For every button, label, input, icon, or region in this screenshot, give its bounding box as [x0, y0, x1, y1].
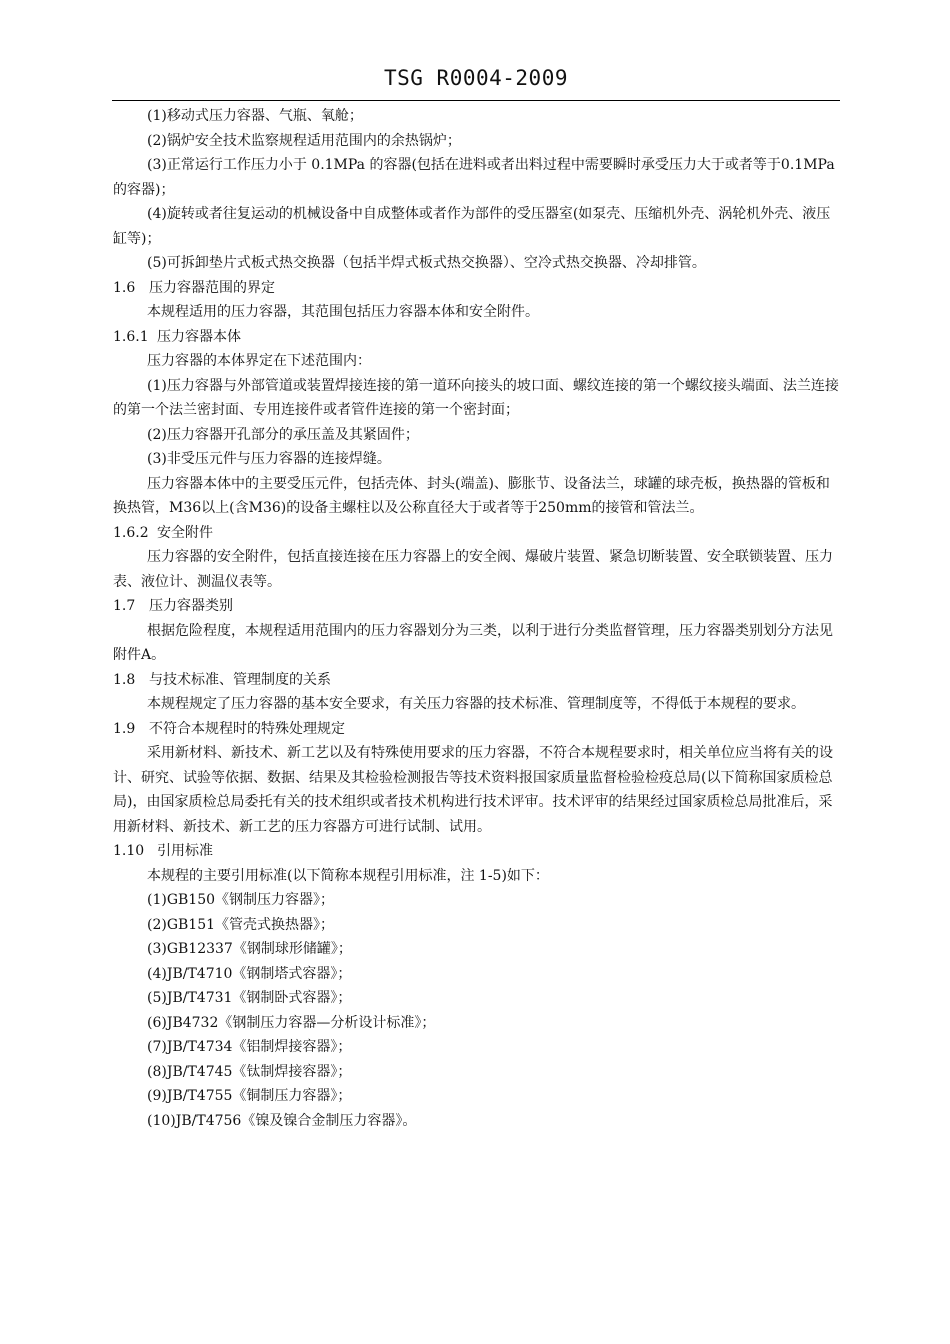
- paragraph: (4)旋转或者往复运动的机械设备中自成整体或者作为部件的受压器室(如泵壳、压缩机外壳、涡轮机外壳、液压缸等)；: [113, 206, 831, 247]
- section-number: 1.7: [113, 598, 136, 614]
- paragraph: 压力容器的本体界定在下述范围内：: [147, 353, 371, 369]
- paragraph: (10)JB/T4756《镍及镍合金制压力容器》。: [147, 1112, 417, 1129]
- section-heading: [113, 717, 840, 742]
- section-title: 压力容器本体: [157, 328, 241, 345]
- section-number: 1.9: [113, 720, 136, 737]
- paragraph: (1)移动式压力容器、气瓶、氧舱；: [147, 108, 363, 124]
- section-heading: [113, 594, 840, 619]
- section-title: 压力容器范围的界定: [149, 279, 275, 296]
- paragraph: (4)JB/T4710《钢制塔式容器》；: [147, 965, 352, 982]
- section-number: 1.6.1: [113, 328, 149, 345]
- paragraph: (1)压力容器与外部管道或装置焊接连接的第一道环向接头的坡口面、螺纹连接的第一个螺纹接头端面、法兰连接的第一个法兰密封面、专用连接件或者管件连接的第一个密封面；: [113, 377, 839, 418]
- section-title: 与技术标准、管理制度的关系: [149, 671, 331, 688]
- paragraph: 本规程适用的压力容器，其范围包括压力容器本体和安全附件。: [147, 304, 539, 320]
- paragraph: (2)锅炉安全技术监察规程适用范围内的余热锅炉；: [147, 132, 461, 149]
- section-title: 安全附件: [157, 524, 213, 541]
- paragraph: (5)可拆卸垫片式板式热交换器（包括半焊式板式热交换器）、空冷式热交换器、冷却排管。: [147, 255, 706, 271]
- section-number: 1.10: [113, 843, 145, 859]
- section-number: 1.8: [113, 671, 136, 688]
- paragraph: 采用新材料、新技术、新工艺以及有特殊使用要求的压力容器，不符合本规程要求时，相关单位应当将有关的设计、研究、试验等依据、数据、结果及其检验检测报告等技术资料报国家质量监督检验检疫总局(以下简称国家质检总局)，由国家质检总局委托有关的技术组织或者技术机构进行技术评审。技术评审的结果经过国家质检总局批准后，采用新材料、新技术、新工艺的压力容器方可进行试制、试用。: [113, 745, 833, 835]
- paragraph: (5)JB/T4731《钢制卧式容器》；: [147, 990, 352, 1006]
- section-title: 不符合本规程时的特殊处理规定: [149, 720, 345, 737]
- paragraph: (3)非受压元件与压力容器的连接焊缝。: [147, 451, 391, 467]
- paragraph: 压力容器的安全附件，包括直接连接在压力容器上的安全阀、爆破片装置、紧急切断装置、安全联锁装置、压力表、液位计、测温仪表等。: [113, 549, 833, 590]
- section-heading: [113, 325, 840, 350]
- section-heading: [113, 668, 840, 693]
- document-body: [113, 104, 840, 1133]
- section-number: 1.6: [113, 279, 136, 296]
- paragraph: (2)GB151《管壳式换热器》；: [147, 916, 335, 933]
- paragraph: (8)JB/T4745《钛制焊接容器》；: [147, 1063, 352, 1080]
- section-heading: [113, 276, 840, 301]
- paragraph: 本规程的主要引用标准(以下简称本规程引用标准，注 1-5)如下：: [147, 867, 549, 884]
- paragraph: (7)JB/T4734《铝制焊接容器》；: [147, 1039, 352, 1055]
- paragraph: (9)JB/T4755《铜制压力容器》；: [147, 1088, 352, 1104]
- paragraph: 压力容器本体中的主要受压元件，包括壳体、封头(端盖)、膨胀节、设备法兰，球罐的球壳板，换热器的管板和换热管，M36以上(含M36)的设备主螺柱以及公称直径大于或者等于250mm的接管和管法兰。: [113, 475, 830, 516]
- section-number: 1.6.2: [113, 524, 149, 541]
- page-header: TSG R0004-2009: [383, 66, 568, 90]
- paragraph: (1)GB150《钢制压力容器》；: [147, 892, 335, 908]
- paragraph: (2)压力容器开孔部分的承压盖及其紧固件；: [147, 426, 419, 443]
- section-heading: [113, 839, 840, 864]
- paragraph: (6)JB4732《钢制压力容器—分析设计标准》；: [147, 1014, 436, 1031]
- paragraph: (3)GB12337《钢制球形储罐》；: [147, 941, 352, 957]
- section-title: 压力容器类别: [149, 598, 233, 614]
- section-title: 引用标准: [157, 843, 213, 859]
- section-heading: [113, 521, 840, 546]
- paragraph: 本规程规定了压力容器的基本安全要求，有关压力容器的技术标准、管理制度等，不得低于本规程的要求。: [147, 696, 805, 712]
- paragraph: 根据危险程度，本规程适用范围内的压力容器划分为三类，以利于进行分类监督管理，压力容器类别划分方法见附件A。: [113, 622, 833, 663]
- paragraph: (3)正常运行工作压力小于 0.1MPa 的容器(包括在进料或者出料过程中需要瞬时承受压力大于或者等于0.1MPa的容器)；: [113, 157, 835, 198]
- header-rule: [112, 100, 840, 101]
